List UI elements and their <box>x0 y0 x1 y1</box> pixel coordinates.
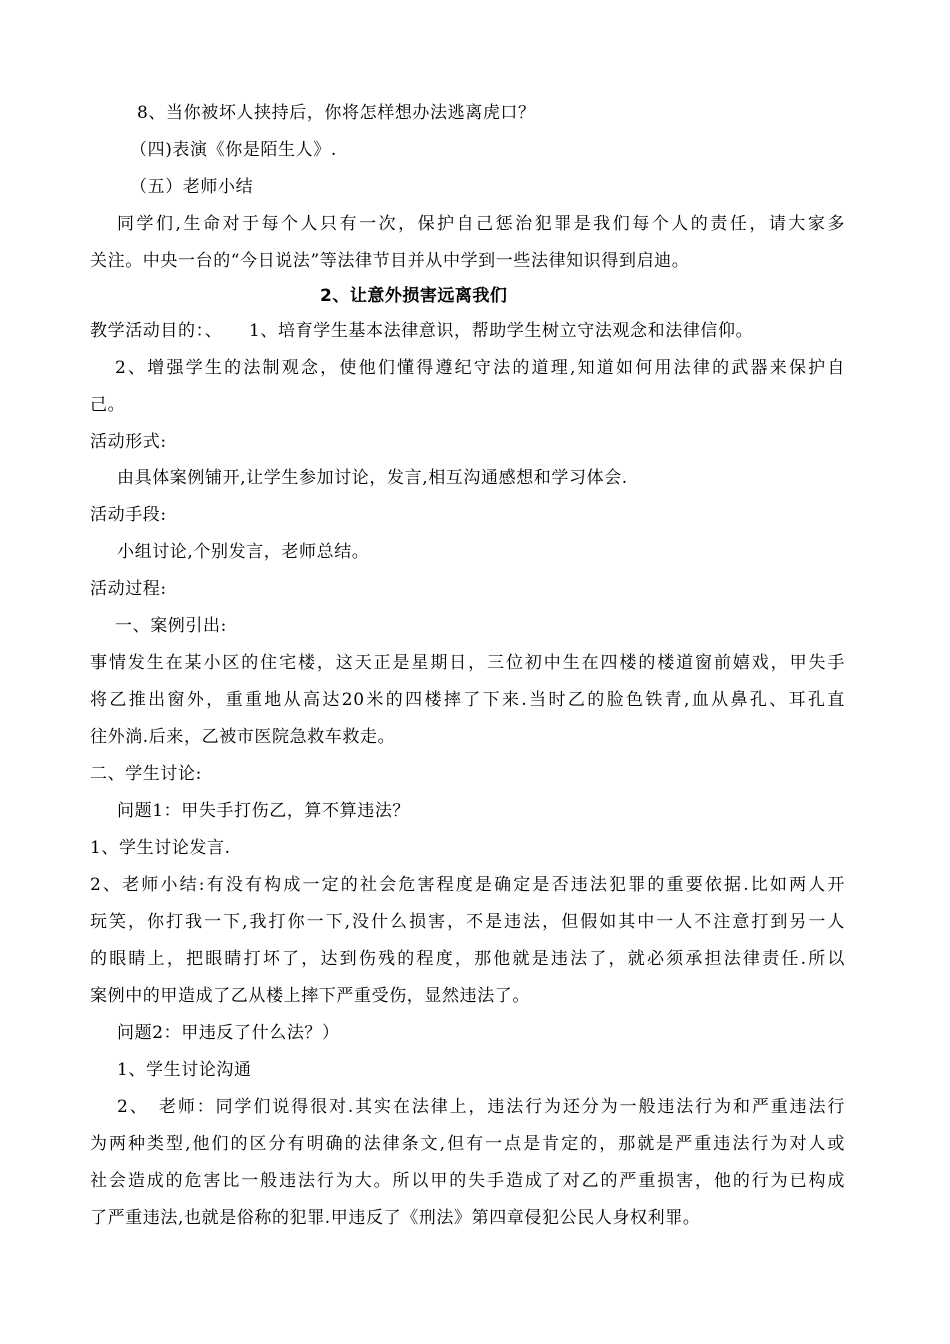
question-8: 8、当你被坏人挟持后，你将怎样想办法逃离虎口？ <box>137 103 536 123</box>
teacher-summary-line-2: 玩笑，你打我一下,我打你一下,没什么损害，不是违法，但假如其中一人不注意打到另一人 <box>90 912 845 932</box>
question-2: 问题2：甲违反了什么法？） <box>117 1023 340 1043</box>
teacher-summary-line-3: 的眼睛上，把眼睛打坏了，达到伤残的程度，那他就是违法了，就必须承担法律责任.所以 <box>90 949 845 969</box>
case-paragraph-line-3: 往外淌.后来，乙被市医院急救车救走。 <box>90 727 396 747</box>
activity-form-text: 由具体案例铺开,让学生参加讨论，发言,相互沟通感想和学习体会. <box>117 468 628 488</box>
teaching-objective-2-line-1: 2、增强学生的法制观念，使他们懂得遵纪守法的道理,知道如何用法律的武器来保护自 <box>115 358 845 378</box>
teacher-explanation-line-4: 了严重违法,也就是俗称的犯罪.甲违反了《刑法》第四章侵犯公民人身权利罪。 <box>90 1208 701 1228</box>
teaching-objective-2-line-2: 己。 <box>90 395 126 415</box>
teacher-explanation-line-2: 为两种类型,他们的区分有明确的法律条文,但有一点是肯定的，那就是严重违法行为对人或 <box>90 1134 845 1154</box>
teacher-summary-line-4: 案例中的甲造成了乙从楼上摔下严重受伤，显然违法了。 <box>90 986 530 1006</box>
case-paragraph-line-1: 事情发生在某小区的住宅楼，这天正是星期日，三位初中生在四楼的楼道窗前嬉戏，甲失手 <box>90 653 845 673</box>
case-intro-heading: 一、案例引出: <box>115 616 227 636</box>
discussion-step-1: 1、学生讨论发言. <box>90 838 231 858</box>
activity-form-heading: 活动形式: <box>90 432 167 452</box>
discussion-step-1b: 1、学生讨论沟通 <box>117 1060 252 1080</box>
summary-paragraph-line-2: 关注。中央一台的“今日说法”等法律节目并从中学到一些法律知识得到启迪。 <box>90 251 690 271</box>
activity-means-heading: 活动手段: <box>90 505 167 525</box>
teacher-explanation-line-3: 社会造成的危害比一般违法行为大。所以甲的失手造成了对乙的严重损害，他的行为已构成 <box>90 1171 845 1191</box>
question-1: 问题1：甲失手打伤乙，算不算违法？ <box>117 801 411 821</box>
student-discussion-heading: 二、学生讨论: <box>90 764 202 784</box>
teacher-explanation-line-1: 2、 老师：同学们说得很对.其实在法律上，违法行为还分为一般违法行为和严重违法行 <box>117 1097 845 1117</box>
teaching-objective-1: 教学活动目的：、 1、培育学生基本法律意识，帮助学生树立守法观念和法律信仰。 <box>90 321 754 341</box>
case-paragraph-line-2: 将乙推出窗外，重重地从高达20米的四楼摔了下来.当时乙的脸色铁青,血从鼻孔、耳孔直 <box>90 690 845 710</box>
lesson-2-title: 2、让意外损害远离我们 <box>320 286 508 306</box>
section-5-summary-heading: （五）老师小结 <box>130 177 254 197</box>
activity-process-heading: 活动过程: <box>90 579 167 599</box>
activity-means-text: 小组讨论,个别发言，老师总结。 <box>117 542 370 562</box>
teacher-summary-line-1: 2、老师小结:有没有构成一定的社会危害程度是确定是否违法犯罪的重要依据.比如两人开 <box>90 875 845 895</box>
section-4-performance: （四)表演《你是陌生人》. <box>130 140 337 160</box>
summary-paragraph-line-1: 同学们,生命对于每个人只有一次，保护自己惩治犯罪是我们每个人的责任，请大家多 <box>117 214 845 234</box>
